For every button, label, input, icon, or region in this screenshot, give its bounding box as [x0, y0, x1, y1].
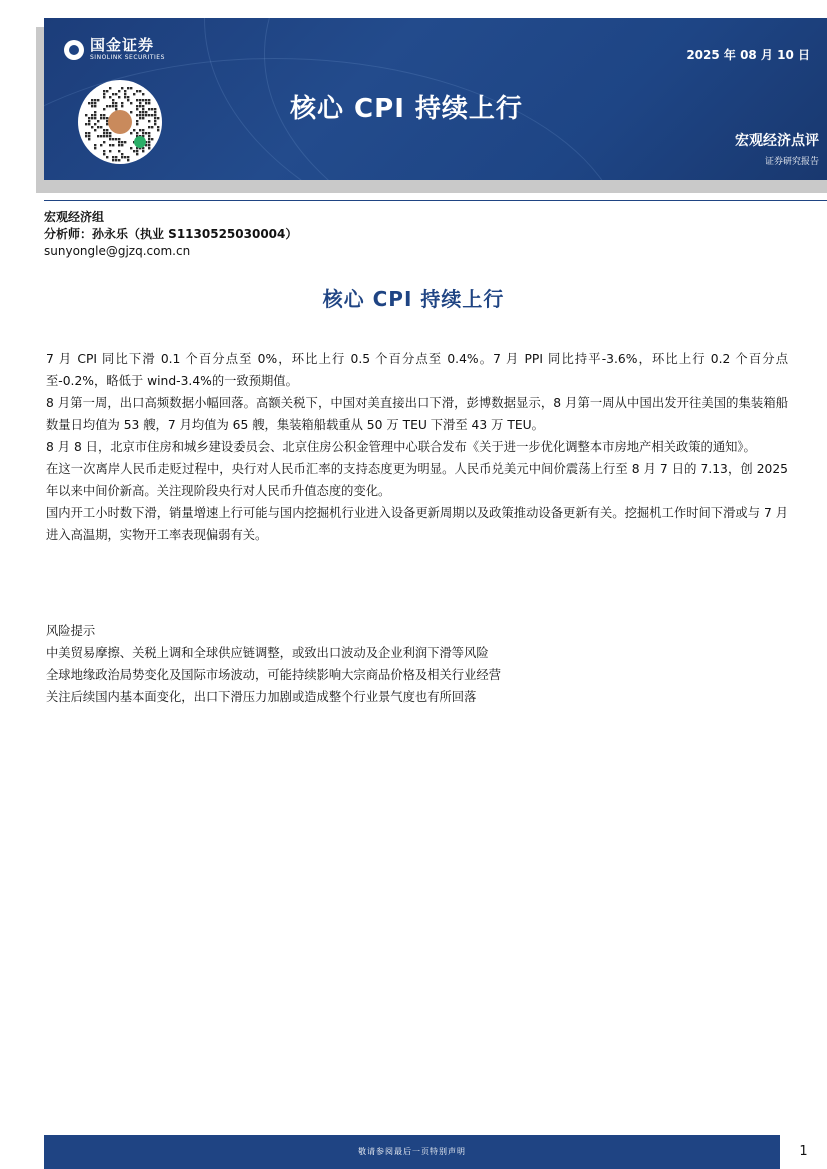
qr-module [121, 144, 123, 146]
qr-module [127, 159, 129, 161]
qr-module [148, 132, 150, 134]
qr-module [142, 111, 144, 113]
qr-module [148, 102, 150, 104]
qr-module [118, 150, 120, 152]
sinolink-logo [64, 38, 165, 61]
qr-module [106, 135, 108, 137]
qr-module [88, 102, 90, 104]
qr-module [133, 93, 135, 95]
qr-module [106, 156, 108, 158]
qr-module [148, 114, 150, 116]
qr-module [136, 120, 138, 122]
qr-module [103, 132, 105, 134]
report-body [46, 348, 788, 546]
qr-module [88, 123, 90, 125]
qr-module [103, 117, 105, 119]
qr-module [118, 90, 120, 92]
report-type: 宏观经济点评 [735, 133, 819, 149]
qr-module [139, 114, 141, 116]
qr-module [100, 135, 102, 137]
qr-module [142, 132, 144, 134]
qr-module [115, 102, 117, 104]
qr-module [94, 99, 96, 101]
qr-module [118, 96, 120, 98]
qr-module [94, 144, 96, 146]
qr-module [142, 99, 144, 101]
qr-module [106, 105, 108, 107]
risk-item: 关注后续国内基本面变化，出口下滑压力加剧或造成整个行业景气度也有所回落 [46, 690, 477, 704]
qr-module [94, 117, 96, 119]
logo-cn-text: 国金证券 [90, 36, 155, 54]
page-number: 1 [780, 1135, 827, 1169]
analyst-name: 分析师：孙永乐（执业 S1130525030004） [44, 227, 298, 241]
qr-module [109, 150, 111, 152]
qr-module [91, 126, 93, 128]
qr-module [85, 132, 87, 134]
qr-module [94, 105, 96, 107]
qr-module [85, 114, 87, 116]
qr-module [100, 126, 102, 128]
qr-module [94, 111, 96, 113]
qr-module [145, 111, 147, 113]
research-group: 宏观经济组 [44, 210, 105, 224]
qr-module [142, 105, 144, 107]
qr-module [115, 93, 117, 95]
qr-module [103, 153, 105, 155]
qr-module [118, 159, 120, 161]
qr-center-badge [108, 110, 132, 134]
qr-module [148, 141, 150, 143]
qr-module [106, 90, 108, 92]
header-divider [44, 200, 827, 201]
qr-module [115, 156, 117, 158]
qr-module [88, 120, 90, 122]
qr-module [142, 150, 144, 152]
qr-module [124, 141, 126, 143]
qr-module [112, 144, 114, 146]
qr-module [139, 117, 141, 119]
qr-module [130, 147, 132, 149]
qr-module [103, 141, 105, 143]
qr-module [142, 129, 144, 131]
qr-module [88, 135, 90, 137]
qr-module [109, 87, 111, 89]
body-paragraph: 8 月 8 日，北京市住房和城乡建设委员会、北京住房公积金管理中心联合发布《关于进一步优化调整本市房地产相关政策的通知》。 [46, 440, 756, 454]
qr-module [103, 150, 105, 152]
qr-module [121, 153, 123, 155]
banner-title: 核心 CPI 持续上行 [290, 94, 523, 124]
qr-module [118, 138, 120, 140]
qr-module [112, 99, 114, 101]
qr-module [136, 114, 138, 116]
risk-section [46, 620, 788, 708]
body-paragraph: 在这一次离岸人民币走贬过程中，央行对人民币汇率的支持态度更为明显。人民币兑美元中间价震荡上行至 8 月 7 日的 7.13，创 2025 年以来中间价新高。关注现阶段央行对人民币升值态度的变化。 [46, 462, 788, 498]
qr-module [151, 138, 153, 140]
qr-module [106, 132, 108, 134]
qr-module [121, 141, 123, 143]
qr-module [109, 135, 111, 137]
qr-module [97, 99, 99, 101]
qr-module [154, 117, 156, 119]
analyst-email[interactable]: sunyongle@gjzq.com.cn [44, 244, 191, 258]
qr-module [103, 135, 105, 137]
qr-module [100, 144, 102, 146]
qr-module [151, 108, 153, 110]
qr-module [97, 126, 99, 128]
qr-module [136, 99, 138, 101]
qr-module [97, 120, 99, 122]
qr-module [121, 87, 123, 89]
qr-module [103, 90, 105, 92]
qr-module [121, 156, 123, 158]
qr-module [88, 138, 90, 140]
qr-module [145, 102, 147, 104]
qr-module [157, 117, 159, 119]
qr-module [112, 102, 114, 104]
qr-module [103, 114, 105, 116]
qr-module [136, 123, 138, 125]
qr-module [88, 117, 90, 119]
qr-module [94, 114, 96, 116]
qr-module [91, 105, 93, 107]
qr-module [145, 114, 147, 116]
qr-module [151, 114, 153, 116]
qr-module [100, 114, 102, 116]
qr-module [127, 99, 129, 101]
qr-module [136, 132, 138, 134]
qr-module [124, 93, 126, 95]
qr-module [148, 120, 150, 122]
risk-item: 全球地缘政治局势变化及国际市场波动，可能持续影响大宗商品价格及相关行业经营 [46, 668, 501, 682]
qr-module [130, 87, 132, 89]
qr-module [142, 93, 144, 95]
qr-module [136, 105, 138, 107]
footer-bar [44, 1135, 780, 1169]
qr-module [148, 99, 150, 101]
qr-module [148, 108, 150, 110]
logo-icon [64, 40, 84, 60]
risk-item: 中美贸易摩擦、关税上调和全球供应链调整，或致出口波动及企业利润下滑等风险 [46, 646, 489, 660]
body-paragraph: 8 月第一周，出口高频数据小幅回落。高额关税下，中国对美直接出口下滑，彭博数据显示，8 月第一周从中国出发开往美国的集装箱船数量日均值为 53 艘，7 月均值为 65 艘，集装箱船载重从 50 万 TEU 下滑至 43 万 TEU。 [46, 396, 788, 432]
qr-module [121, 105, 123, 107]
qr-module [124, 90, 126, 92]
logo-en-text: SINOLINK SECURITIES [90, 54, 165, 61]
qr-module [112, 159, 114, 161]
qr-module [106, 123, 108, 125]
qr-module [139, 102, 141, 104]
qr-module [133, 150, 135, 152]
qr-module [94, 123, 96, 125]
qr-module [154, 114, 156, 116]
body-paragraph: 7 月 CPI 同比下滑 0.1 个百分点至 0%，环比上行 0.5 个百分点至 0.4%。7 月 PPI 同比持平-3.6%，环比上行 0.2 个百分点至-0.2%，略低于 wind-3.4%的一致预期值。 [46, 352, 788, 388]
qr-module [94, 102, 96, 104]
qr-module [109, 138, 111, 140]
qr-module [94, 147, 96, 149]
qr-module [151, 126, 153, 128]
qr-module [97, 135, 99, 137]
qr-module [106, 117, 108, 119]
qr-module [130, 102, 132, 104]
qr-module [148, 135, 150, 137]
qr-module [130, 132, 132, 134]
qr-module [112, 156, 114, 158]
qr-module [115, 105, 117, 107]
analyst-info [44, 209, 297, 260]
qr-module [118, 144, 120, 146]
qr-module [91, 99, 93, 101]
qr-module [157, 129, 159, 131]
qr-module [145, 132, 147, 134]
qr-module [121, 102, 123, 104]
qr-module [91, 114, 93, 116]
qr-module [133, 129, 135, 131]
qr-module [154, 123, 156, 125]
qr-module [112, 93, 114, 95]
qr-module [103, 129, 105, 131]
report-banner [44, 18, 827, 180]
qr-module [118, 141, 120, 143]
qr-module [88, 132, 90, 134]
qr-module [148, 138, 150, 140]
qr-module [85, 123, 87, 125]
qr-module [157, 126, 159, 128]
qr-module [109, 96, 111, 98]
mini-program-icon [134, 136, 146, 148]
qr-module [112, 138, 114, 140]
qr-module [142, 114, 144, 116]
qr-module [136, 153, 138, 155]
qr-module [103, 108, 105, 110]
qr-module [115, 138, 117, 140]
qr-module [106, 129, 108, 131]
qr-module [103, 93, 105, 95]
document-title: 核心 CPI 持续上行 [322, 287, 505, 311]
qr-module [109, 132, 111, 134]
qr-module [127, 96, 129, 98]
qr-module [109, 105, 111, 107]
qr-module [142, 108, 144, 110]
qr-module [139, 105, 141, 107]
footer-disclaimer: 敬请参阅最后一页特别声明 [358, 1147, 466, 1156]
qr-module [139, 99, 141, 101]
qr-module [154, 108, 156, 110]
qr-module [91, 117, 93, 119]
qr-module [136, 108, 138, 110]
qr-module [112, 105, 114, 107]
qr-module [154, 111, 156, 113]
qr-module [148, 147, 150, 149]
qr-code-icon [78, 80, 162, 164]
qr-module [136, 90, 138, 92]
qr-module [115, 159, 117, 161]
report-date: 2025 年 08 月 10 日 [686, 48, 810, 62]
qr-module [154, 120, 156, 122]
qr-module [142, 117, 144, 119]
qr-code[interactable] [78, 80, 162, 164]
qr-module [100, 117, 102, 119]
risk-heading: 风险提示 [46, 624, 96, 638]
qr-module [139, 129, 141, 131]
qr-module [85, 135, 87, 137]
qr-module [109, 144, 111, 146]
qr-module [115, 108, 117, 110]
qr-module [124, 96, 126, 98]
qr-module [148, 144, 150, 146]
report-subtype: 证券研究报告 [764, 157, 819, 167]
qr-module [94, 129, 96, 131]
body-paragraph: 国内开工小时数下滑，销量增速上行可能与国内挖掘机行业进入设备更新周期以及政策推动设备更新有关。挖掘机工作时间下滑或与 7 月进入高温期，实物开工率表现偏弱有关。 [46, 506, 788, 542]
qr-module [91, 102, 93, 104]
qr-module [127, 156, 129, 158]
qr-module [145, 99, 147, 101]
qr-module [103, 96, 105, 98]
qr-module [130, 111, 132, 113]
qr-module [127, 87, 129, 89]
qr-module [139, 111, 141, 113]
qr-module [124, 156, 126, 158]
qr-module [136, 150, 138, 152]
qr-module [148, 126, 150, 128]
qr-module [139, 90, 141, 92]
